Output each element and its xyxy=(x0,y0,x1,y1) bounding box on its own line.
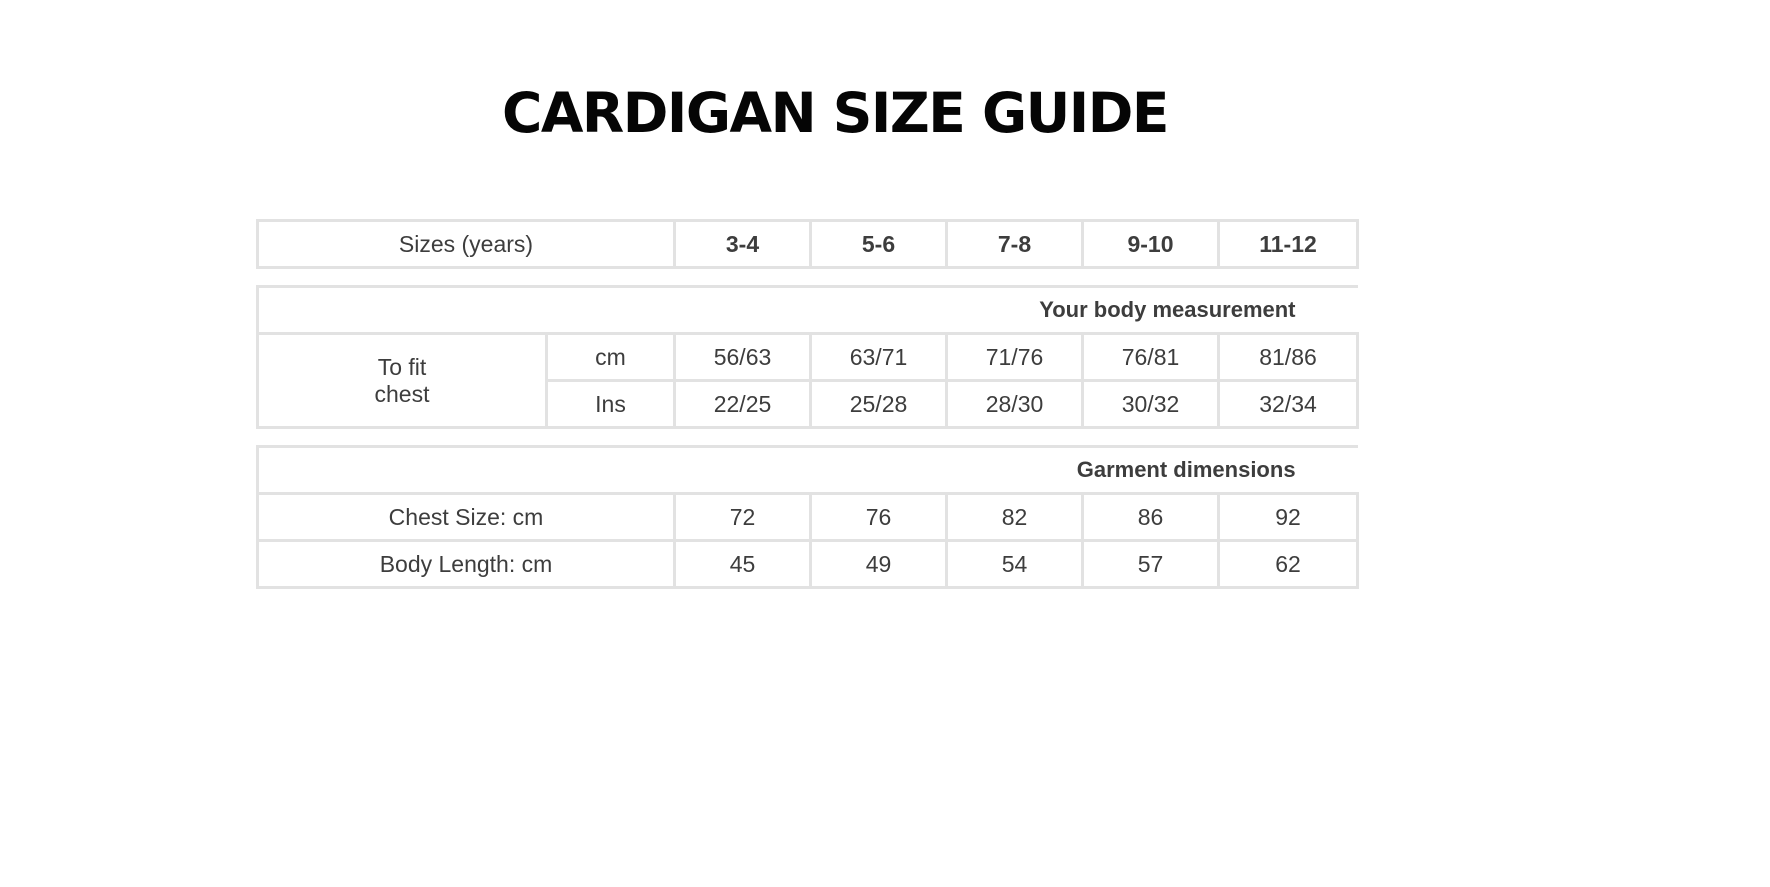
measurement-cell: 76/81 xyxy=(1083,334,1219,381)
garment-dimensions-heading: Garment dimensions xyxy=(258,447,1358,494)
measurement-cell: 32/34 xyxy=(1219,381,1358,428)
body-measurement-table xyxy=(256,285,1359,429)
size-cell: 9-10 xyxy=(1083,221,1219,268)
measurement-cell: 63/71 xyxy=(811,334,947,381)
measurement-cell: 81/86 xyxy=(1219,334,1358,381)
measurement-cell: 22/25 xyxy=(675,381,811,428)
dimension-cell: 82 xyxy=(947,494,1083,541)
measurement-cell: 25/28 xyxy=(811,381,947,428)
row-label: Chest Size: cm xyxy=(258,494,675,541)
sizes-label: Sizes (years) xyxy=(258,221,675,268)
size-cell: 7-8 xyxy=(947,221,1083,268)
dimension-cell: 72 xyxy=(675,494,811,541)
section-heading-row xyxy=(258,447,1358,494)
page-title: CARDIGAN SIZE GUIDE xyxy=(502,81,1168,145)
to-fit-chest-label xyxy=(258,334,547,428)
dimension-cell: 92 xyxy=(1219,494,1358,541)
garment-dimensions-table xyxy=(256,445,1359,589)
dimension-cell: 76 xyxy=(811,494,947,541)
dimension-cell: 54 xyxy=(947,541,1083,588)
measurement-cell: 28/30 xyxy=(947,381,1083,428)
unit-cell: cm xyxy=(547,334,675,381)
measurement-cell: 30/32 xyxy=(1083,381,1219,428)
size-cell: 5-6 xyxy=(811,221,947,268)
dimension-cell: 49 xyxy=(811,541,947,588)
section-heading-row xyxy=(258,287,1358,334)
dimension-cell: 62 xyxy=(1219,541,1358,588)
size-cell: 11-12 xyxy=(1219,221,1358,268)
unit-cell: Ins xyxy=(547,381,675,428)
table-row xyxy=(258,334,1358,381)
row-label: Body Length: cm xyxy=(258,541,675,588)
body-measurement-heading: Your body measurement xyxy=(258,287,1358,334)
dimension-cell: 45 xyxy=(675,541,811,588)
sizes-row xyxy=(258,221,1358,268)
dimension-cell: 57 xyxy=(1083,541,1219,588)
measurement-cell: 71/76 xyxy=(947,334,1083,381)
dimension-cell: 86 xyxy=(1083,494,1219,541)
measurement-cell: 56/63 xyxy=(675,334,811,381)
table-row xyxy=(258,494,1358,541)
table-row xyxy=(258,541,1358,588)
size-cell: 3-4 xyxy=(675,221,811,268)
to-fit-label-line1: To fit xyxy=(377,353,427,380)
sizes-table xyxy=(256,219,1359,269)
to-fit-label-line2: chest xyxy=(374,380,430,407)
